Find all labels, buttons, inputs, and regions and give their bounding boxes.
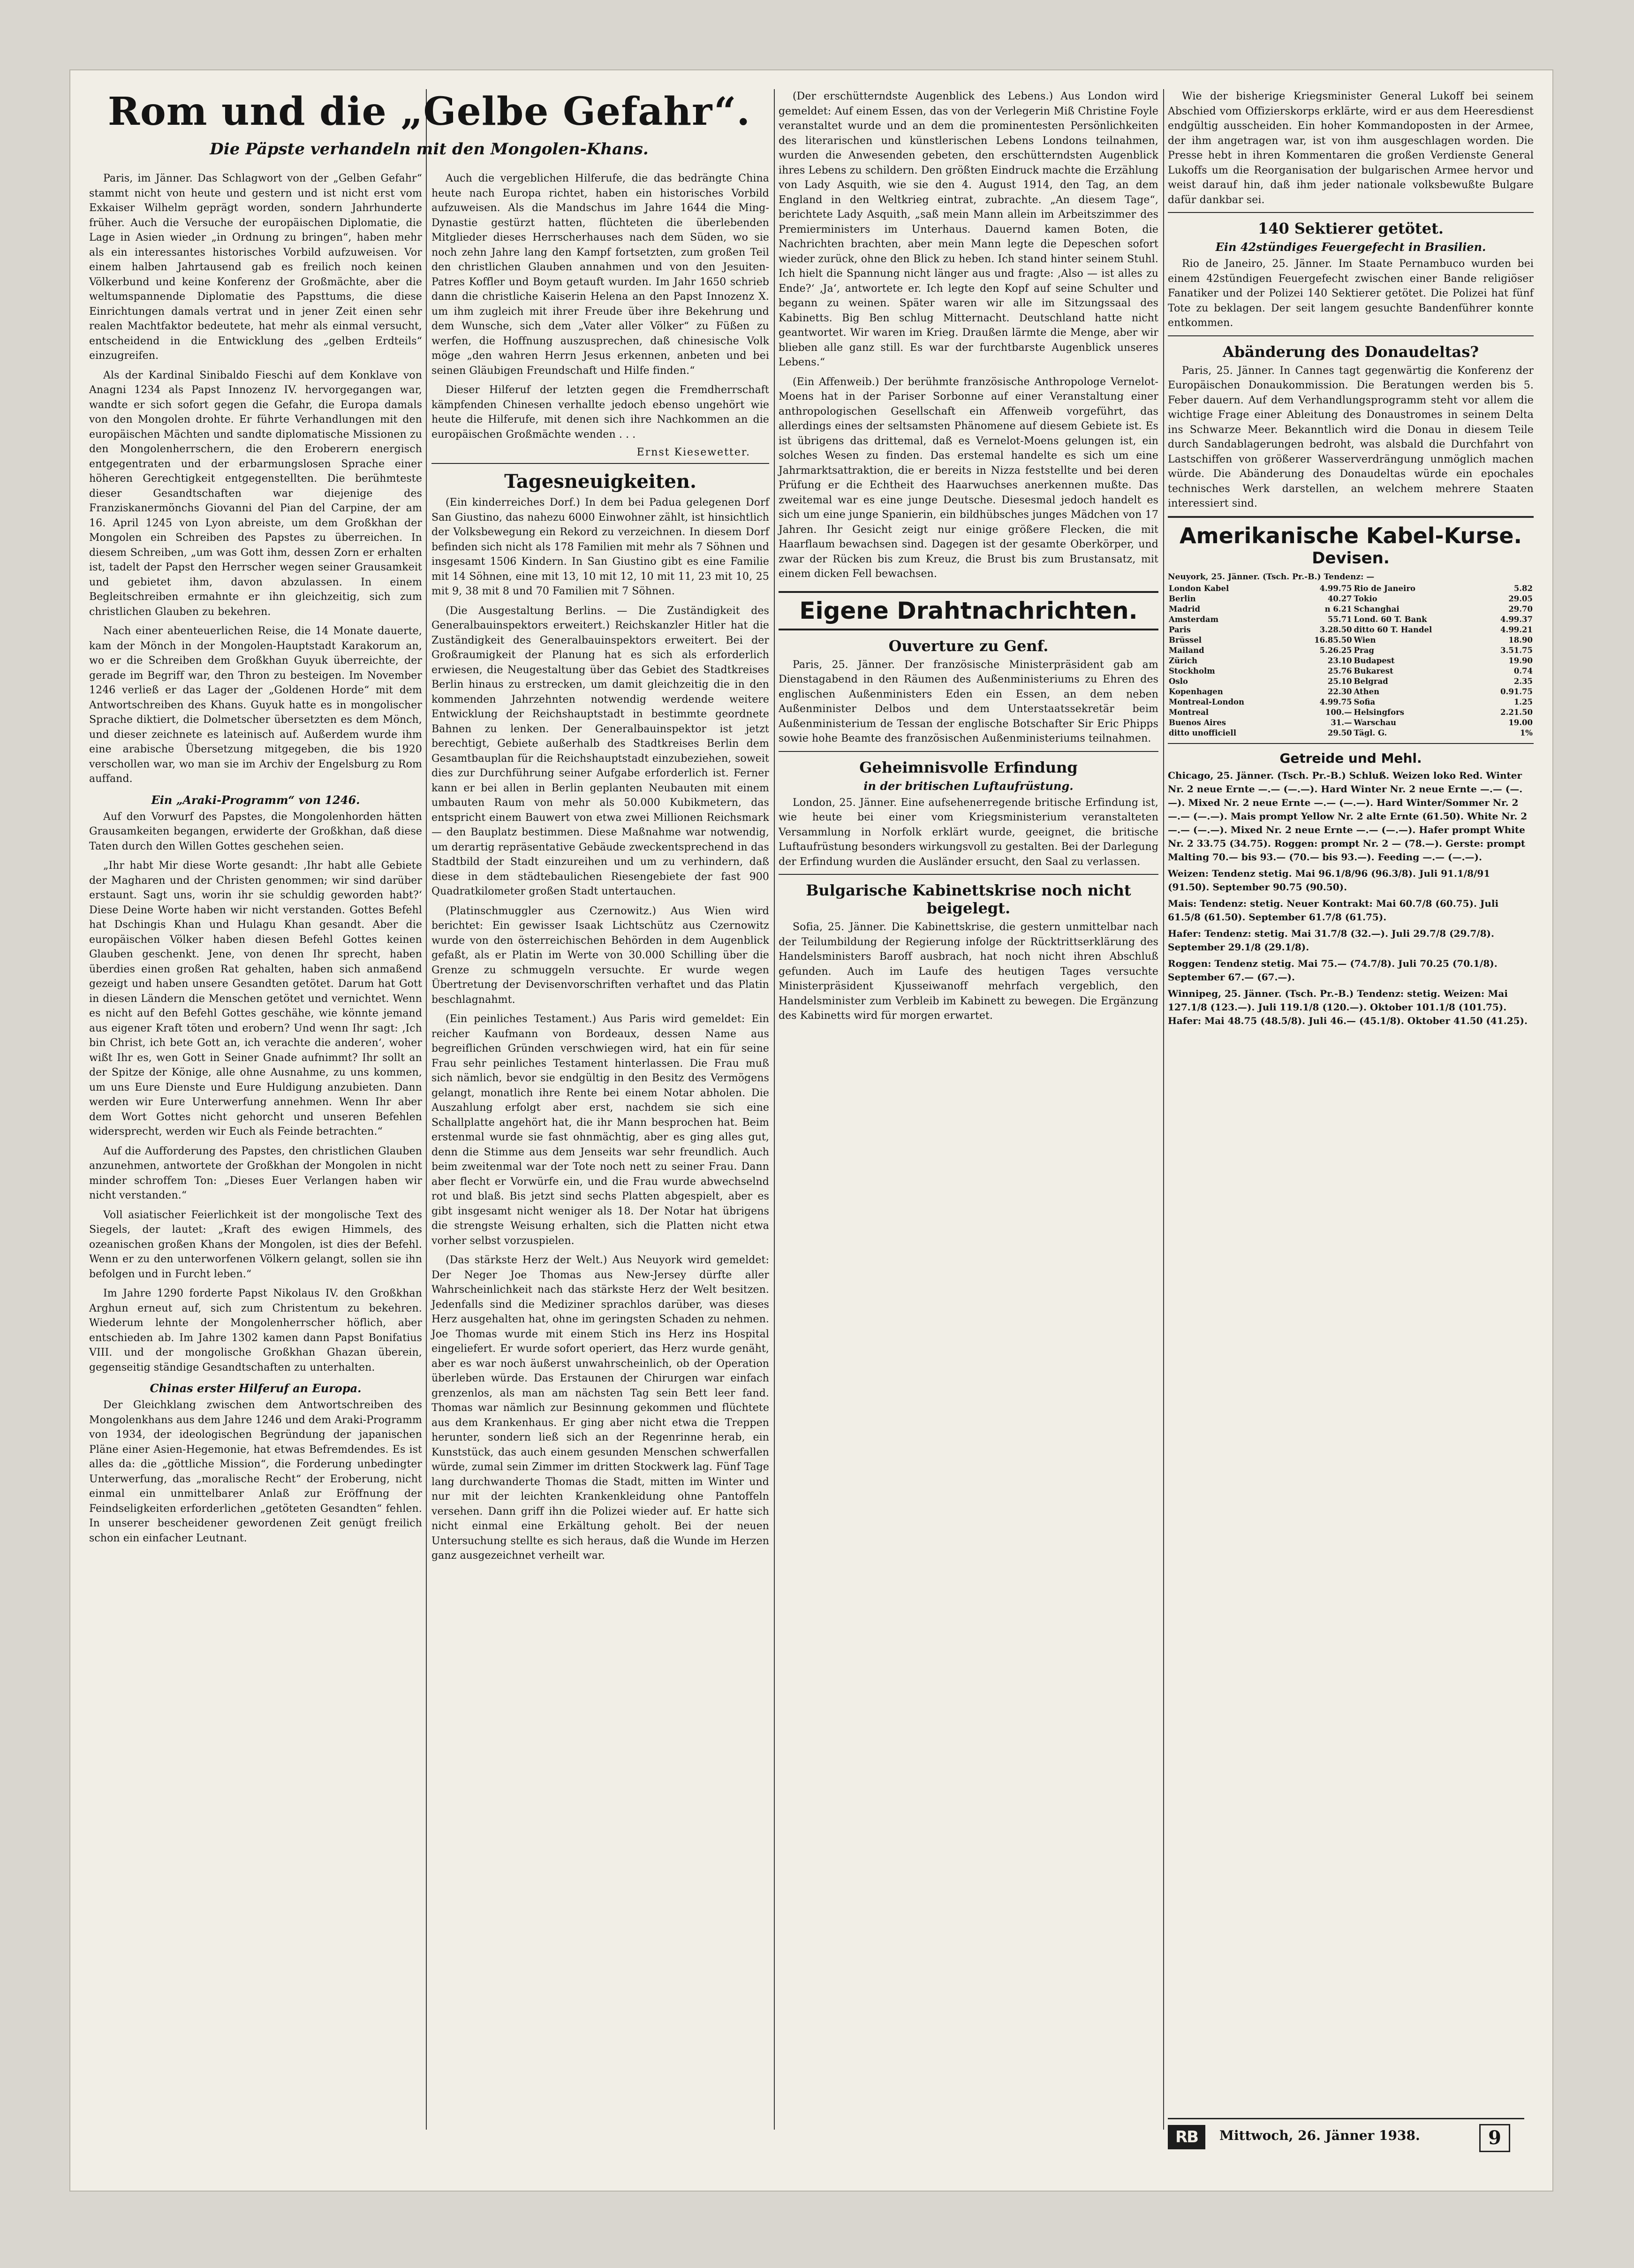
column-1: [89, 171, 422, 1550]
news-item: (Die Ausgestaltung Berlins. — Die Zuständigkeit des Generalbauinspektors erweitert.) Reichskanzler Hitler hat die Zuständigkeit des Generalbauinspektors erweitert. Bei der Großraumigkeit der Planung hat es sich als erforderlich erwiesen, die Neugestaltung über das Gebiet des Stadtkreises Berlin hinaus zu erstrecken, um damit gleichzeitig die in den kommenden Jahrzehnten notwendig werdende weitere Entwicklung der Reichshauptstadt in bestimmte geordnete Bahnen zu lenken. Der Generalbauinspektor ist jetzt berechtigt, Gebiete außerhalb des Stadtkreises Berlin dem Gesamtbauplan für die Reichshauptstadt einzubeziehen, soweit dies zur Durchführung seiner Aufgabe erforderlich ist. Ferner kann er bei allen in Berlin geplanten Neubauten mit einem umbauten Raum von mehr als 50.000 Kubikmetern, das entspricht einem Bauwert von etwa zwei Millionen Reichsmark — den Bauplatz bestimmen. Diese Maßnahme war notwendig, um derartig repräsentative Gebäude zweckentsprechend in das Stadtbild der Stadt einzureihen und um zu verhindern, daß diese in dem städtebaulichen Riesengebiete der fast 900 Quadratkilometer großen Stadt untertauchen.: [431, 605, 769, 897]
rate-value: n 6.21: [1324, 604, 1352, 614]
rate-row: [1168, 728, 1534, 738]
rate-currency: Helsingfors: [1354, 707, 1405, 717]
article-paragraph: Als der Kardinal Sinibaldo Fieschi auf dem Konklave von Anagni 1234 als Papst Innozenz IV. hervorgegangen war, wandte er sich sofort gegen die Gefahr, die Europa damals von den Mongolen drohte. Er führte Verhandlungen mit den europäischen Mächten und sandte diplomatische Missionen zu den Mongolenherrschern, die den Eroberern energisch entgegentraten und der erbarmungslosen Sprache einer höheren Gerechtigkeit entgegenstellten. Die berühmteste dieser Gesandtschaften war diejenige des Franziskanermönchs Giovanni del Pian del Carpine, der am 16. April 1245 von Lyon abreiste, um dem Großkhan der Mongolen ein Schreiben des Papstes zu überreichen. In diesem Schreiben, „um was Gott ihm, dessen Zorn er erhalten ist, tadelt der Papst den Herrscher wegen seiner Grausamkeit und gebietet ihm, davon abzulassen. In einem Begleitschreiben ermahnte er ihn gleichzeitig, sich zum christlichen Glauben zu bekehren.: [89, 369, 422, 618]
tagesneuigkeiten-title: Tagesneuigkeiten.: [504, 470, 696, 493]
section-subheading: Chinas erster Hilferuf an Europa.: [150, 1381, 362, 1395]
rate-value: 25.10: [1327, 676, 1352, 686]
news-item: (Ein kinderreiches Dorf.) In dem bei Padua gelegenen Dorf San Giustino, das nahezu 6000 Einwohner zählt, ist hinsichtlich der Volksbewegung ein Rekord zu verzeichnen. In diesem Dorf befinden sich nicht als 178 Familien mit mehr als 7 Söhnen und insgesamt 1506 Kindern. In San Giustino gibt es eine Familie mit 14 Söhnen, eine mit 13, 10 mit 12, 10 mit 11, 23 mit 10, 25 mit 9, 38 mit 8 und 70 Familien mit 7 Söhnen.: [431, 497, 769, 597]
rate-value: 4.99.75: [1319, 584, 1352, 593]
wire-headline: Abänderung des Donaudeltas?: [1222, 342, 1479, 361]
wire-headline: Geheimnisvolle Erfindung: [859, 758, 1078, 776]
rate-value: 4.99.37: [1500, 614, 1533, 624]
wire-headline: Bulgarische Kabinettskrise noch nicht beigelegt.: [806, 881, 1131, 917]
market-report: Winnipeg, 25. Jänner. (Tsch. Pr.-B.) Tendenz: stetig. Weizen: Mai 127.1/8 (123.—). Juli 119.1/8 (120.—). Oktober 101.1/8 (101.75). Hafer: Mai 48.75 (48.5/8). Juli 46.— (45.1/8). Oktober 41.50 (41.25).: [1168, 987, 1528, 1026]
publisher-logo: RB: [1168, 2125, 1205, 2149]
rate-row: [1168, 614, 1534, 625]
rate-value: 23.10: [1327, 656, 1352, 665]
rate-value: 1%: [1520, 728, 1533, 737]
rate-row: [1168, 707, 1534, 718]
rate-currency: Rio de Janeiro: [1354, 584, 1416, 593]
rate-currency: Montreal-London: [1169, 697, 1245, 706]
column-3: [779, 89, 1158, 1028]
rate-currency: Stockholm: [1169, 666, 1215, 675]
rate-value: 5.26.25: [1319, 645, 1352, 655]
rate-row: [1168, 625, 1534, 635]
issue-date: Mittwoch, 26. Jänner 1938.: [1219, 2128, 1420, 2143]
section-subheading: Ein „Araki-Programm“ von 1246.: [151, 793, 360, 807]
main-article-title: Rom und die „Gelbe Gefahr“.: [107, 89, 751, 134]
column-rule: [1163, 89, 1164, 2130]
rate-value: 0.91.75: [1500, 687, 1533, 696]
article-paragraph: Dieser Hilferuf der letzten gegen die Fremdherrschaft kämpfenden Chinesen verhallte jedoch ebenso ungehört wie heute die Hilferufe, mit denen sich ihre Nachkommen an die europäischen Großmächte wenden . . .: [431, 384, 769, 440]
rate-currency: Kopenhagen: [1169, 687, 1223, 696]
column-rule: [426, 89, 427, 2130]
market-report: Weizen: Tendenz stetig. Mai 96.1/8/96 (96.3/8). Juli 91.1/8/91 (91.50). September 90.75 (90.50).: [1168, 867, 1490, 893]
rate-row: [1168, 687, 1534, 697]
rate-row: [1168, 666, 1534, 676]
rate-value: 29.50: [1327, 728, 1352, 737]
main-article-header: [89, 89, 769, 167]
rate-currency: Tägl. G.: [1354, 728, 1387, 737]
column-2: [431, 171, 769, 1568]
article-paragraph: Paris, im Jänner. Das Schlagwort von der „Gelben Gefahr“ stammt nicht von heute und gestern und ist nicht erst vom Exkaiser Wilhelm geprägt worden, sondern Jahrhunderte früher. Auch die Versuche der europäischen Diplomatie, die Lage in Asien wieder „in Ordnung zu bringen“, haben mehr als ein interessantes historisches Vorbild aufzuweisen. Vor einem halben Jahrtausend gab es freilich noch keinen Völkerbund und keine Konferenz der Großmächte, aber die weltumspannende Diplomatie des Papsttums, die diese Einrichtungen damals vertrat und in jener Zeit einen sehr realen Machtfaktor bedeutete, hat mehr als einmal versucht, entscheidend in die Entwicklung des „gelben Erdteils“ einzugreifen.: [89, 173, 422, 362]
rate-row: [1168, 645, 1534, 656]
market-report: Chicago, 25. Jänner. (Tsch. Pr.-B.) Schluß. Weizen loko Red. Winter Nr. 2 neue Ernte —.— (—.—). Hard Winter Nr. 2 neue Ernte —.— (—.—). Mixed Nr. 2 neue Ernte —.— (—.—). Hard Winter/Sommer Nr. 2 —.— (—.—). Mais prompt Yellow Nr. 2 alte Ernte (61.50). White Nr. 2 —.— (—.—). Mixed Nr. 2 neue Ernte —.— (—.—). Hafer prompt White Nr. 2 33.75 (34.75). Roggen: prompt Nr. 2 — (78.—). Gerste: prompt Malting 70.— bis 93.— (70.— bis 93.—). Feeding —.— (—.—).: [1168, 769, 1528, 863]
news-item: (Das stärkste Herz der Welt.) Aus Neuyork wird gemeldet: Der Neger Joe Thomas aus New-Jersey dürfte aller Wahrscheinlichkeit nach das stärkste Herz der Welt besitzen. Jedenfalls sind die Mediziner sprachlos darüber, was dieses Herz ausgehalten hat, ohne im geringsten Schaden zu nehmen. Joe Thomas wurde mit einem Stich ins Herz ins Hospital eingeliefert. Er wurde sofort operiert, das Herz wurde genäht, aber es war noch äußerst unwahrscheinlich, ob der Operation überleben würde. Das Erstaunen der Chirurgen war einfach grenzenlos, als man am nächsten Tag sein Bett leer fand. Thomas war nämlich zur Besinnung gekommen und flüchtete aus dem Krankenhaus. Er ging aber nicht etwa die Treppen herunter, sondern ließ sich an der Regenrinne herab, ein Kunststück, das auch einem gesunden Menschen schwerfallen würde, zumal sein Zimmer im dritten Stockwerk lag. Fünf Tage lang durchwanderte Thomas die Stadt, mitten im Winter und nur mit der leichten Krankenkleidung ohne Pantoffeln versehen. Dann griff ihn die Polizei wieder auf. Er hatte sich nicht einmal eine Erkältung geholt. Bei der neuen Untersuchung stellte es sich heraus, daß die Wunde im Herzen ganz ausgezeichnet verheilt war.: [431, 1254, 769, 1562]
column-4: [1168, 89, 1534, 1031]
market-report: Roggen: Tendenz stetig. Mai 75.— (74.7/8). Juli 70.25 (70.1/8). September 67.— (67.—).: [1168, 957, 1498, 983]
rate-currency: Oslo: [1169, 676, 1188, 686]
rate-currency: Berlin: [1169, 594, 1196, 603]
exchange-rates-table: [1168, 584, 1534, 738]
rate-currency: Paris: [1169, 625, 1191, 634]
main-article-subtitle: Die Päpste verhandeln mit den Mongolen-Khans.: [210, 140, 649, 159]
news-item: (Der erschütterndste Augenblick des Lebens.) Aus London wird gemeldet: Auf einem Essen, das von der Verlegerin Miß Christine Foyle veranstaltet wurde und an dem die prominentesten Persönlichkeiten des literarischen und künstlerischen Lebens Londons teilnahmen, wurden die Anwesenden gebeten, den erschütterndsten Augenblick ihres Lebens zu schildern. Den größten Eindruck machte die Erzählung von Lady Asquith, wie sie den 4. August 1914, den Tag, an dem England in den Weltkrieg eintrat, zubrachte. „An diesem Tage“, berichtete Lady Asquith, „saß mein Mann allein im Arbeitszimmer des Premierministers im Unterhaus. Dauernd kamen Boten, die Nachrichten brachten, aber mein Mann legte die Depeschen sofort wieder zurück, ohne den Blick zu heben. Ich stand hinter seinem Stuhl. Ich hielt die Spannung nicht länger aus und fragte: ‚Also — ist alles zu Ende?‘ ‚Ja‘, antwortete er. Ich legte den Kopf auf seine Schulter und begann zu weinen. Später waren wir alle im Sitzungssaal des Kabinetts. Big Ben schlug Mitternacht. Deutschland hatte nicht geantwortet. Wir waren im Krieg. Draußen lärmte die Menge, aber wir blieben alle ganz still. Es war der furchtbarste Augenblick unseres Lebens.“: [779, 91, 1158, 368]
rate-value: 2.21.50: [1500, 707, 1533, 717]
article-paragraph: Auf die Aufforderung des Papstes, den christlichen Glauben anzunehmen, antwortete der Großkhan der Mongolen in nicht minder schroffem Ton: „Dieses Euer Verlangen haben wir nicht verstanden.“: [89, 1145, 422, 1201]
rate-currency: Warschau: [1354, 718, 1397, 727]
rate-row: [1168, 656, 1534, 666]
newspaper-page: [70, 70, 1552, 2191]
rate-currency: Belgrad: [1354, 676, 1388, 686]
rate-value: 25.76: [1327, 666, 1352, 675]
rate-value: 16.85.50: [1314, 635, 1352, 645]
article-paragraph: Nach einer abenteuerlichen Reise, die 14 Monate dauerte, kam der Mönch in der Mongolen-Hauptstadt Karakorum an, wo er die Schreiben dem Großkhan Guyuk überreichte, der gerade im Begriff war, den Thron zu besteigen. Im November 1246 verließ er das Lager der „Goldenen Horde“ mit dem Antwortschreiben des Khans. Guyuk hatte es in mongolischer Sprache diktiert, die Dolmetscher übersetzten es dem Mönch, und dieser zeichnete es lateinisch auf. Außerdem wurde ihm eine arabische Übersetzung mitgegeben, die bis 1920 verschollen war, wo man sie im Archiv der Engelsburg zu Rom auffand.: [89, 625, 422, 785]
rate-value: 5.82: [1513, 584, 1533, 593]
rate-currency: London Kabel: [1169, 584, 1229, 593]
rate-value: 4.99.21: [1500, 625, 1533, 634]
rate-value: 55.71: [1327, 614, 1352, 624]
rate-value: 0.74: [1513, 666, 1533, 675]
news-item: (Ein peinliches Testament.) Aus Paris wird gemeldet: Ein reicher Kaufmann von Bordeaux, dessen Name aus begreiflichen Gründen verschwiegen wird, hat ein für seine Frau sehr peinliches Testament hinterlassen. Die Frau muß sich nämlich, bevor sie endgültig in den Besitz des Vermögens gelangt, monatlich ihre Rente bei einem Notar abholen. Die Auszahlung erfolgt aber erst, nachdem sie sich eine Schallplatte angehört hat, die ihr Mann besprochen hat. Beim erstenmal wurde sie fast ohnmächtig, aber es ging alles gut, denn die Stimme aus dem Jenseits war sehr freundlich. Auch beim zweitenmal war der Tote noch nett zu seiner Frau. Dann aber flecht er Vorwürfe ein, und die Frau wurde abwechselnd rot und blaß. Bis jetzt sind sechs Platten abgespielt, aber es gibt insgesamt nicht weniger als 18. Der Notar hat übrigens die strengste Weisung erhalten, sich die Platten nicht etwa vorher selbst vorzuspielen.: [431, 1013, 769, 1247]
rate-value: 29.05: [1508, 594, 1533, 603]
rate-currency: ditto 60 T. Handel: [1354, 625, 1432, 634]
rate-currency: Athen: [1354, 687, 1380, 696]
wire-subheadline: in der britischen Luftaufrüstung.: [863, 779, 1074, 793]
page-number: 9: [1479, 2124, 1510, 2152]
wire-item: Wie der bisherige Kriegsminister General Lukoff bei seinem Abschied vom Offizierskorps erklärte, wird er aus dem Heeresdienst endgültig ausscheiden. Ein hoher Kommandoposten in der Armee, der ihm angetragen war, ist von ihm ausgeschlagen worden. Die Presse hebt in ihren Kommentaren die großen Verdienste General Lukoffs um die Reorganisation der bulgarischen Armee hervor und weist darauf hin, daß ihm jeder nationale volksbewußte Bulgare dafür dankbar sei.: [1168, 91, 1534, 206]
article-paragraph: Im Jahre 1290 forderte Papst Nikolaus IV. den Großkhan Arghun erneut auf, sich zum Christentum zu bekehren. Wiederum lehnte der Mongolenherrscher höflich, aber entschieden ab. Im Jahre 1302 kamen dann Papst Bonifatius VIII. und der mongolische Großkhan Ghazan überein, gegenseitig ständige Gesandtschaften zu unterhalten.: [89, 1288, 422, 1373]
section-divider: [1168, 516, 1534, 518]
section-divider: [779, 751, 1158, 752]
rate-value: 31.—: [1331, 718, 1352, 727]
rate-currency: Wien: [1354, 635, 1376, 645]
rates-header: Neuyork, 25. Jänner. (Tsch. Pr.-B.) Tendenz: —: [1168, 572, 1375, 582]
rate-value: 3.51.75: [1500, 645, 1533, 655]
wire-headline: 140 Sektierer getötet.: [1257, 220, 1444, 237]
wire-item: Rio de Janeiro, 25. Jänner. Im Staate Pernambuco wurden bei einem 42stündigen Feuergefecht zwischen einer Bande religiöser Fanatiker und der Polizei 140 Sektierer getötet. Die Polizei hat fünf Tote zu beklagen. Der seit langem gesuchte Bandenführer konnte entkommen.: [1168, 258, 1534, 329]
section-divider: [1168, 212, 1534, 213]
rate-currency: Brüssel: [1169, 635, 1202, 645]
wire-item: Paris, 25. Jänner. In Cannes tagt gegenwärtig die Konferenz der Europäischen Donaukommission. Die Beratungen werden bis 5. Feber dauern. Auf dem Verhandlungsprogramm steht vor allem die wichtige Frage einer Ableitung des Donaustromes in seinem Delta ins Schwarze Meer. Bekanntlich wird die Donau in diesem Teile durch Sandablagerungen bedroht, was alsbald die Durchfahrt von Lastschiffen von größerer Wasserverdrängung unmöglich machen würde. Die Abänderung des Donaudeltas würde ein epochales technisches Werk darstellen, an welchem mehrere Staaten interessiert sind.: [1168, 364, 1534, 509]
rate-row: [1168, 676, 1534, 687]
rate-value: 4.99.75: [1319, 697, 1352, 706]
rate-currency: Tokio: [1354, 594, 1377, 603]
section-divider: [1168, 743, 1534, 744]
rate-row: [1168, 604, 1534, 614]
article-paragraph: Voll asiatischer Feierlichkeit ist der mongolische Text des Siegels, der lautet: „Kraft des ewigen Himmels, des ozeanischen großen Khans der Mongolen, ist dies der Befehl. Wenn er zu den unterworfenen Völkern gelangt, sollen sie ihn befolgen und in Furcht leben.“: [89, 1209, 422, 1280]
page-footer: [1168, 2118, 1524, 2152]
rate-value: 100.—: [1325, 707, 1352, 717]
wire-item: Paris, 25. Jänner. Der französische Ministerpräsident gab am Dienstagabend in den Räumen des Außenministeriums zu Ehren des englischen Außenministers Eden ein Essen, an dem neben Außenminister Delbos und dem Unterstaatssekretär beim Außenministerium de Tessan der englische Botschafter Sir Eric Phipps sowie hohe Beamte des französischen Außenministeriums teilnahmen.: [779, 659, 1158, 744]
wire-item: London, 25. Jänner. Eine aufsehenerregende britische Erfindung ist, wie heute bei einer vom Kriegsministerium veranstalteten Versammlung in Norfolk erklärt wurde, geeignet, die britische Luftaufrüstung besonders wirkungsvoll zu gestalten. Bei der Darlegung der Erfindung wurden die Ausländer ersucht, den Saal zu verlassen.: [779, 796, 1159, 868]
section-divider: [431, 463, 769, 464]
section-divider: [1168, 335, 1534, 336]
author-signature: Ernst Kiesewetter.: [636, 447, 750, 458]
rate-value: 19.00: [1508, 718, 1533, 727]
drahtnachrichten-banner: Eigene Drahtnachrichten.: [779, 591, 1158, 630]
rate-value: 3.28.50: [1319, 625, 1352, 634]
article-paragraph: Der Gleichklang zwischen dem Antwortschreiben des Mongolenkhans aus dem Jahre 1246 und dem Araki-Programm von 1934, der ideologischen Begründung der japanischen Pläne einer Asien-Hegemonie, hat etwas Befremdendes. Es ist alles da: die „göttliche Mission“, die Forderung unbedingter Unterwerfung, das „moralische Recht“ der Eroberung, nicht einmal ein unmittelbarer Anlaß zur Eröffnung der Feindseligkeiten erforderlichen „getöteten Gesandten“ fehlen. In unserer bescheidener gewordenen Zeit genügt freilich schon ein einfacher Leutnant.: [89, 1399, 422, 1544]
rate-currency: Schanghai: [1354, 604, 1399, 614]
getreide-heading: Getreide und Mehl.: [1279, 750, 1422, 766]
rate-row: [1168, 594, 1534, 604]
rate-currency: Madrid: [1169, 604, 1200, 614]
rate-row: [1168, 718, 1534, 728]
rate-value: 40.27: [1327, 594, 1352, 603]
rate-currency: ditto unofficiell: [1169, 728, 1236, 737]
rate-value: 29.70: [1508, 604, 1533, 614]
rate-value: 22.30: [1327, 687, 1352, 696]
article-paragraph: Auf den Vorwurf des Papstes, die Mongolenhorden hätten Grausamkeiten begangen, erwiderte der Großkhan, daß diese Taten durch den Willen Gottes geschehen seien.: [89, 811, 422, 852]
column-rule: [774, 89, 775, 2130]
rate-currency: Zürich: [1169, 656, 1198, 665]
rate-currency: Bukarest: [1354, 666, 1393, 675]
wire-headline: Ouverture zu Genf.: [888, 637, 1049, 655]
rate-currency: Montreal: [1169, 707, 1209, 717]
rate-value: 1.25: [1513, 697, 1533, 706]
wire-subheadline: Ein 42stündiges Feuergefecht in Brasilien.: [1215, 240, 1486, 254]
rate-currency: Lond. 60 T. Bank: [1354, 614, 1427, 624]
rate-row: [1168, 635, 1534, 645]
kabel-kurse-title: Amerikanische Kabel-Kurse.: [1180, 523, 1522, 548]
rate-currency: Buenos Aires: [1169, 718, 1226, 727]
devisen-heading: Devisen.: [1312, 548, 1390, 568]
rate-value: 18.90: [1508, 635, 1533, 645]
rate-value: 2.35: [1513, 676, 1533, 686]
rate-currency: Sofia: [1354, 697, 1376, 706]
market-report: Hafer: Tendenz: stetig. Mai 31.7/8 (32.—). Juli 29.7/8 (29.7/8). September 29.1/8 (29.1/8).: [1168, 927, 1494, 953]
rate-currency: Amsterdam: [1169, 614, 1219, 624]
news-item: (Platinschmuggler aus Czernowitz.) Aus Wien wird berichtet: Ein gewisser Isaak Lichtschütz aus Czernowitz wurde von den österreichischen Behörden in dem Augenblick gefaßt, als er Platin im Werte von 30.000 Schilling über die Grenze zu schmuggeln versuchte. Er wurde wegen Übertretung der Devisenvorschriften verhaftet und das Platin beschlagnahmt.: [431, 905, 769, 1006]
wire-item: Sofia, 25. Jänner. Die Kabinettskrise, die gestern unmittelbar nach der Teilumbildung der Regierung infolge der Rücktrittserklärung des Handelsministers Baroff ausbrach, hat noch nicht ihren Abschluß gefunden. Auch im Laufe des heutigen Tages versuchte Ministerpräsident Kjusseiwanoff mehrfach vergeblich, den Handelsminister zum Verbleib im Kabinett zu bewegen. Die Ergänzung des Kabinetts wird für morgen erwartet.: [779, 921, 1158, 1022]
rate-currency: Prag: [1354, 645, 1374, 655]
section-divider: [779, 874, 1158, 875]
article-paragraph: Auch die vergeblichen Hilferufe, die das bedrängte China heute nach Europa richtet, haben ein historisches Vorbild aufzuweisen. Als die Mandschus im Jahre 1644 die Ming-Dynastie gestürzt hatten, flüchteten die überlebenden Mitglieder dieses Herrscherhauses nach dem Süden, wo sie noch zehn Jahre lang den Kampf fortsetzten, zum großen Teil den christlichen Glauben annahmen und von den Jesuiten-Patres Koffler und Boym getauft wurden. Im Jahr 1650 schrieb dann die christliche Kaiserin Helena an den Papst Innozenz X. um ihm zugleich mit ihrer Freude über ihre Bekehrung und dem Wunsche, sich dem „Vater aller Völker“ zu Füßen zu werfen, die Hoffnung auszusprechen, daß chinesische Volk möge „den wahren Herrn Jesus erkennen, anbeten und bei seinen Gläubigen Freundschaft und Hilfe finden.“: [431, 173, 769, 377]
news-item: (Ein Affenweib.) Der berühmte französische Anthropologe Vernelot-Moens hat in der Pariser Sorbonne auf einer Veranstaltung einer anthropologischen Gesellschaft ein Affenweib vorgeführt, das allerdings eines der seltsamsten Phänomene auf diesem Gebiete ist. Es ist übrigens das drittemal, daß es Vernelot-Moens gelungen ist, ein solches Wesen zu finden. Das erstemal handelte es sich um eine Jahrmarktsattraktion, die er bereits in Nizza feststellte und bei deren Prüfung er die Echtheit des Haarwuchses anerkennen mußte. Das zweitemal war es eine junge Deutsche. Diesesmal jedoch handelt es sich um eine junge Spanierin, ein bildhübsches junges Mädchen von 17 Jahren. Ihr Gesicht zeigt nur einige größere Flecken, die mit Haarflaum bewachsen sind. Dagegen ist der gesamte Oberkörper, und zwar der Rücken bis zum Kreuz, die Brust bis zum Brustansatz, mit einem dicken Fell bewachsen.: [779, 376, 1158, 580]
article-paragraph: „Ihr habt Mir diese Worte gesandt: ‚Ihr habt alle Gebiete der Magharen und der Christen genommen; wir sind darüber erstaunt. Sagt uns, worin ihr sie schuldig geworden habt?‘ Diese Deine Worte haben wir nicht verstanden. Gottes Befehl hat Dschingis Khan und Hulagu Khan gesandt. Aber die europäischen Völker haben diesen Befehl Gottes keinen Glauben geschenkt. Jene, von denen Ihr sprecht, haben überdies einen großen Rat gehalten, haben sich anmaßend gezeigt und haben unsere Gesandten getötet. Darum hat Gott in diesen Ländern die Menschen getötet und vernichtet. Wenn es nicht auf den Befehl Gottes geschähe, wie könnte jemand aus eigener Kraft töten und erobern? Und wenn Ihr sagt: ‚Ich bin Christ, ich bete Gott an, ich verachte die anderen‘, woher wißt Ihr es, wen Gott in Seiner Gnade aufnimmt? Ihr sollt an der Spitze der Könige, alle ohne Ausnahme, zu uns kommen, um uns Eure Dienste und Eure Huldigung anzubieten. Dann werden wir Eure Unterwerfung annehmen. Wenn Ihr aber dem Wort Gottes nicht gehorcht und unseren Befehlen widersprecht, werden wir Euch als Feinde betrachten.“: [89, 860, 422, 1138]
rate-currency: Mailand: [1169, 645, 1204, 655]
rate-row: [1168, 697, 1534, 707]
rate-currency: Budapest: [1354, 656, 1395, 665]
rate-row: [1168, 584, 1534, 594]
market-report: Mais: Tendenz: stetig. Neuer Kontrakt: Mai 60.7/8 (60.75). Juli 61.5/8 (61.50). September 61.7/8 (61.75).: [1168, 897, 1499, 923]
rate-value: 19.90: [1508, 656, 1533, 665]
